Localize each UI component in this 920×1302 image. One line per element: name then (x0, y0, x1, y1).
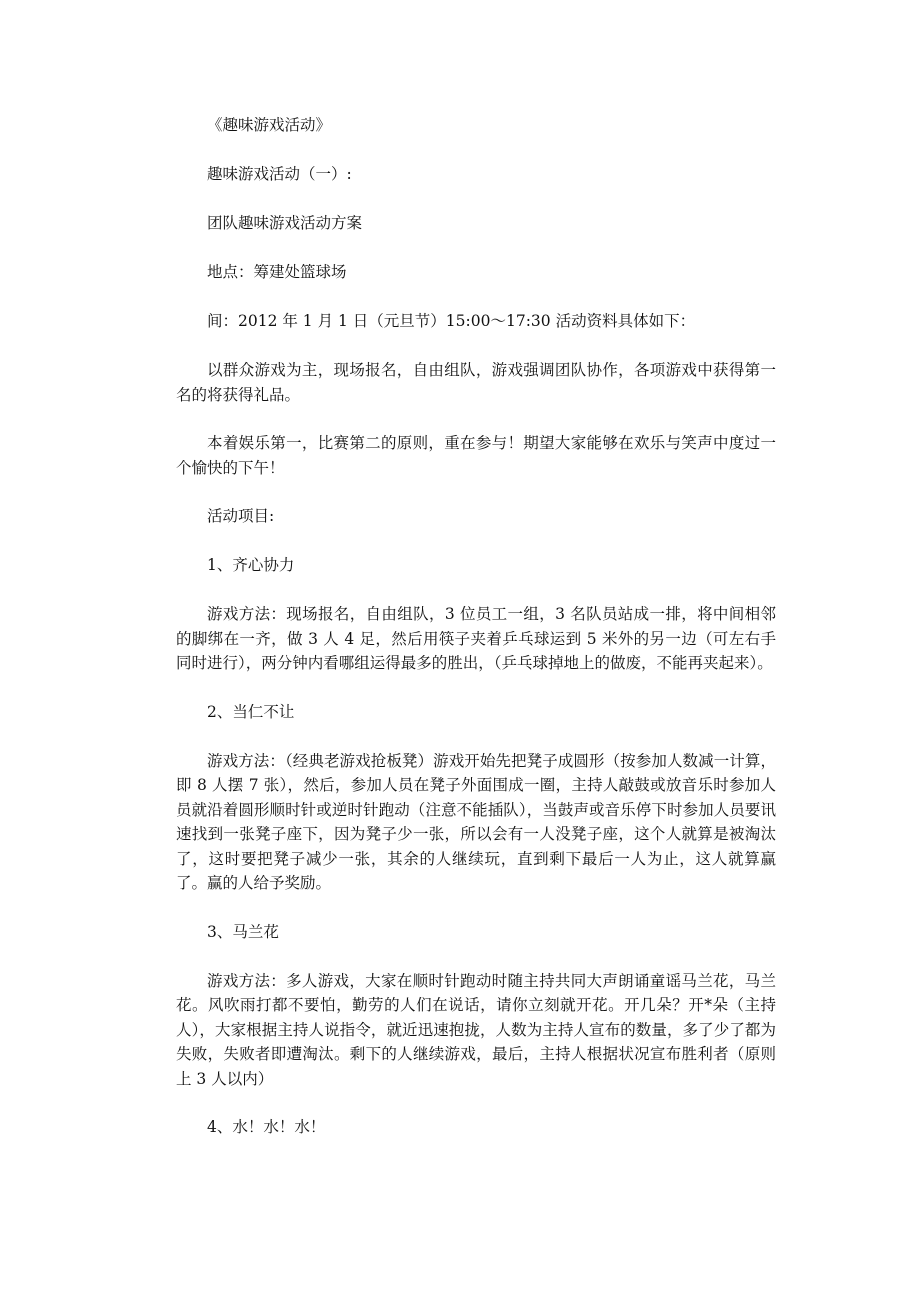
spirit-paragraph: 本着娱乐第一，比赛第二的原则，重在参与！期望大家能够在欢乐与笑声中度过一个愉快的下午！ (176, 434, 776, 477)
activity-title-3: 3、马兰花 (207, 922, 279, 941)
time-line: 间：2012 年 1 月 1 日（元旦节）15:00～17:30 活动资料具体如下： (207, 312, 696, 330)
activities-label: 活动项目: (207, 507, 275, 525)
activity-method-2: 游戏方法：（经典老游戏抢板凳）游戏开始先把凳子成圆形（按参加人数减一计算，即 8 人摆 7 张），然后，参加人员在凳子外面围成一圈，主持人敲鼓或放音乐时参加人员就沿着圆形顺时针或逆时针跑动（注意不能插队），当鼓声或音乐停下时参加人员要讯速找到一张凳子座下，因为凳子少一张，所以会有一人没凳子座，这个人就算是被淘汰了，这时要把凳子减少一张，其余的人继续玩，直到剩下最后一人为止，这人就算赢了。赢的人给予奖励。 (176, 751, 776, 892)
document-title: 《趣味游戏活动》 (207, 116, 332, 134)
location-line: 地点：筹建处篮球场 (207, 263, 347, 281)
section-title: 趣味游戏活动（一）: (207, 165, 352, 183)
activity-title-1: 1、齐心协力 (207, 556, 295, 574)
activity-method-3: 游戏方法：多人游戏，大家在顺时针跑动时随主持共同大声朗诵童谣马兰花，马兰花。风吹雨打都不要怕，勤劳的人们在说话，请你立刻就开花。开几朵？开*朵（主持人），大家根据主持人说指令，就近迅速抱拢，人数为主持人宣布的数量，多了少了都为失败，失败者即遭淘汰。剩下的人继续游戏，最后，主持人根据状况宣布胜利者（原则上 3 人以内） (176, 971, 776, 1088)
activity-title-2: 2、当仁不让 (207, 702, 295, 721)
activity-method-1: 游戏方法：现场报名，自由组队，3 位员工一组，3 名队员站成一排，将中间相邻的脚绑在一齐，做 3 人 4 足，然后用筷子夹着乒乓球运到 5 米外的另一边（可左右手同时进行），两分钟内看哪组运得最多的胜出，（乒乓球掉地上的做废，不能再夹起来）。 (176, 605, 776, 672)
intro-paragraph: 以群众游戏为主，现场报名，自由组队，游戏强调团队协作，各项游戏中获得第一名的将获得礼品。 (176, 361, 776, 404)
activity-title-4: 4、水！水！水！ (207, 1118, 326, 1136)
plan-title: 团队趣味游戏活动方案 (207, 214, 363, 232)
document-body (176, 113, 776, 1164)
